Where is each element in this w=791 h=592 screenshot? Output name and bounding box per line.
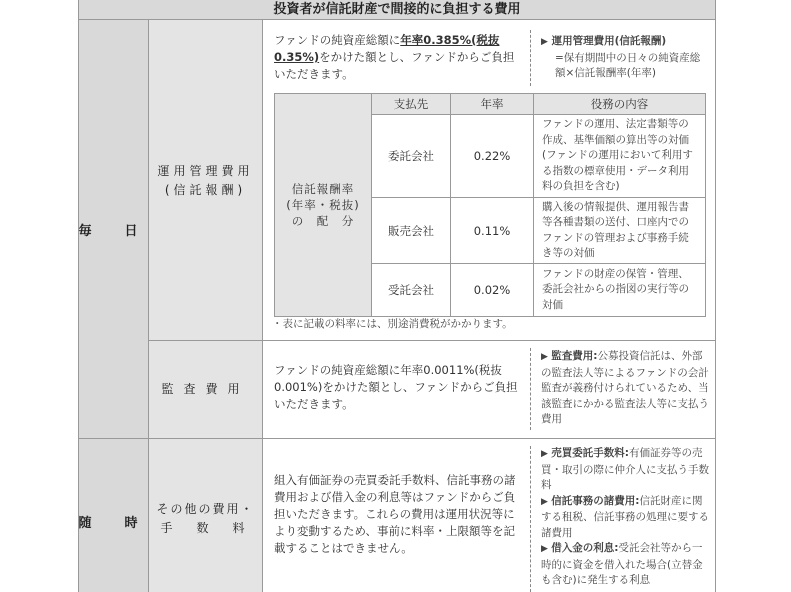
- other-fee-label: [149, 500, 262, 538]
- trust-fee-note-title-text: 運用管理費用(信託報酬): [551, 35, 667, 47]
- other-fee-label-line2: 手 数 料: [160, 521, 251, 535]
- triangle-right-icon: ▶: [541, 352, 548, 362]
- trust-fee-note-body: =保有期間中の日々の純資産総額×信託報酬率(年率): [555, 51, 701, 79]
- other-fee-note-brokerage: [541, 446, 711, 494]
- grid-line: [715, 0, 716, 592]
- triangle-right-icon: ▶: [541, 449, 548, 459]
- audit-fee-note: [541, 349, 711, 428]
- grid-line: [262, 20, 263, 592]
- audit-fee-note-body: 公募投資信託は、外部の監査法人等によるファンドの会計監査が義務付けられているため、当該監査にかかる監査法人等に支払う費用: [541, 350, 709, 425]
- table-header-title: 投資者が信託財産で間接的に負担する費用: [78, 0, 716, 20]
- trust-fee-label-line1: 運用管理費用: [157, 164, 254, 178]
- triangle-right-icon: ▶: [541, 37, 548, 47]
- note-body: 信託財産に関する租税、信託事務の処理に要する諸費用: [541, 494, 709, 539]
- note-title: 借入金の利息:: [551, 542, 619, 554]
- dashed-divider: [530, 30, 531, 86]
- fee-allocation-table: [274, 93, 706, 315]
- trust-fee-note-title: [541, 34, 709, 51]
- column-header-payee: 支払先: [372, 94, 451, 115]
- trust-fee-text-b: をかけた額とし、ファンドからご負担いただきます。: [274, 50, 515, 81]
- category-label-daily: 毎 日: [78, 224, 148, 239]
- dashed-divider: [530, 446, 531, 592]
- trust-fee-text-a: ファンドの純資産総額に: [274, 33, 401, 47]
- audit-fee-description: ファンドの純資産総額に年率0.0011%(税抜0.001%)をかけた額とし、ファンドからご負担いただきます。: [274, 363, 518, 411]
- grid-line: [78, 0, 79, 592]
- note-body: 有価証券等の売買・取引の際に仲介人に支払う手数料: [541, 447, 709, 491]
- trust-fee-rate-excl: 0.35%): [274, 50, 320, 64]
- trust-fee-rate: 年率0.385%(税抜: [400, 33, 500, 47]
- service-cell: ファンドの財産の保管・管理、委託会社からの指図の実行等の対価: [534, 264, 706, 317]
- other-fee-label-line1: その他の費用・: [156, 502, 255, 516]
- dashed-divider: [530, 348, 531, 430]
- note-title: 売買委託手数料:: [551, 447, 629, 459]
- grid-line: [78, 438, 716, 439]
- other-fee-notes: [541, 446, 711, 589]
- category-label-anytime: 随 時: [78, 516, 148, 531]
- table-side-label-line2: (年率・税抜): [286, 198, 360, 212]
- column-header-rate: 年率: [451, 94, 534, 115]
- triangle-right-icon: ▶: [541, 544, 548, 554]
- grid-line: [148, 340, 716, 341]
- service-cell: ファンドの運用、法定書類等の作成、基準価額の算出等の対価(ファンドの運用において利用する指数の標章使用・データ利用料の負担を含む): [534, 115, 706, 198]
- trust-fee-note: [541, 34, 709, 82]
- trust-fee-description: [274, 32, 524, 83]
- other-fee-note-trust-admin: [541, 494, 711, 542]
- triangle-right-icon: ▶: [541, 496, 548, 507]
- audit-fee-label: 監査費用: [161, 382, 250, 396]
- trust-fee-label-line2: (信託報酬): [164, 183, 247, 197]
- payee-cell: 受託会社: [372, 264, 451, 317]
- rate-cell: 0.22%: [451, 115, 534, 198]
- table-side-label-line1: 信託報酬率: [291, 182, 355, 196]
- other-fee-description: 組入有価証券の売買委託手数料、信託事務の諸費用および借入金の利息等はファンドからご負担いただきます。これらの費用は運用状況等により変動するため、事前に料率・上限額等を記載することはできません。: [274, 473, 516, 555]
- table-side-label-line3: の 配 分: [291, 214, 355, 228]
- audit-fee-note-title: 監査費用:: [551, 350, 598, 362]
- table-side-label: [275, 94, 372, 317]
- payee-cell: 販売会社: [372, 198, 451, 264]
- rate-cell: 0.11%: [451, 198, 534, 264]
- rate-cell: 0.02%: [451, 264, 534, 317]
- other-fee-note-interest: [541, 541, 711, 589]
- payee-cell: 委託会社: [372, 115, 451, 198]
- table-footnote: ・表に記載の料率には、別途消費税がかかります。: [272, 318, 513, 330]
- note-body: 受託会社等から一時的に資金を借入れた場合(立替金も含む)に発生する利息: [541, 542, 703, 586]
- note-title: 信託事務の諸費用:: [551, 494, 640, 507]
- service-cell: 購入後の情報提供、運用報告書等各種書類の送付、口座内でのファンドの管理および事務手続き等の対価: [534, 198, 706, 264]
- trust-fee-label: [149, 162, 262, 200]
- column-header-service: 役務の内容: [534, 94, 706, 115]
